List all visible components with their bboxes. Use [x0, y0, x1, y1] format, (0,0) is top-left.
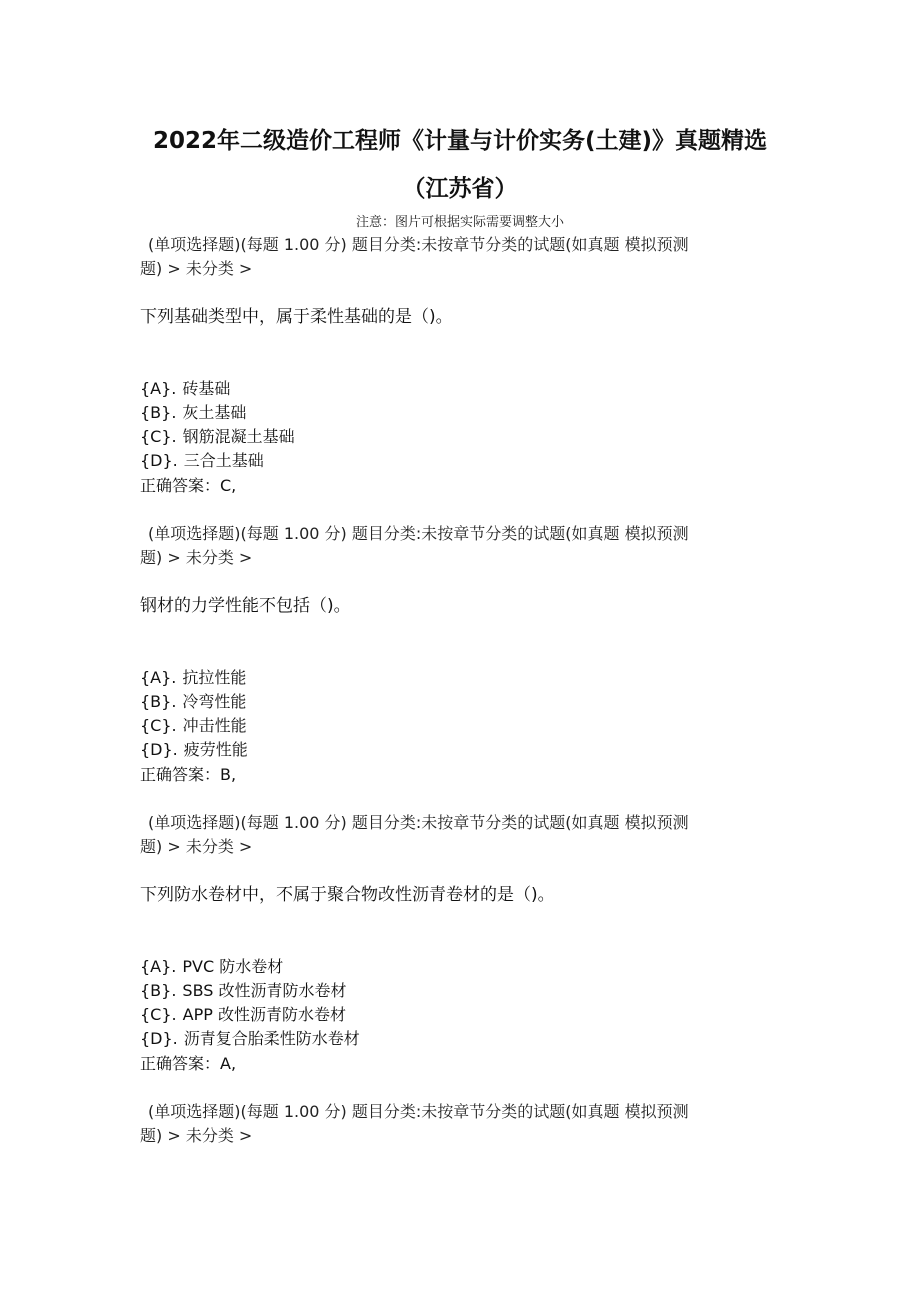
question-header-line1: (单项选择题)(每题 1.00 分) 题目分类:未按章节分类的试题(如真题 模拟预测: [148, 235, 689, 254]
correct-answer: 正确答案：A,: [140, 1054, 237, 1073]
option-text: 砖基础: [182, 379, 231, 398]
option-a: [140, 955, 283, 979]
correct-answer: 正确答案：C,: [140, 476, 237, 495]
question-header-line2: 题) > 未分类 >: [140, 548, 253, 567]
question-header: [140, 1100, 790, 1148]
option-text: 灰土基础: [182, 403, 247, 422]
option-text: 三合土基础: [183, 451, 264, 470]
option-text: SBS 改性沥青防水卷材: [182, 981, 347, 1000]
question-header-line1: (单项选择题)(每题 1.00 分) 题目分类:未按章节分类的试题(如真题 模拟预测: [148, 813, 689, 832]
option-key: {C}.: [140, 716, 177, 735]
option-key: {B}.: [140, 692, 177, 711]
option-key: {D}.: [140, 1029, 178, 1048]
question-stem: 下列防水卷材中，不属于聚合物改性沥青卷材的是（)。: [140, 885, 555, 905]
question-header-line2: 题) > 未分类 >: [140, 259, 253, 278]
option-key: {D}.: [140, 451, 178, 470]
question-header: [140, 522, 790, 570]
option-text: 抗拉性能: [182, 668, 247, 687]
option-text: 疲劳性能: [183, 740, 248, 759]
question-stem: 钢材的力学性能不包括（)。: [140, 596, 351, 616]
question-stem: 下列基础类型中，属于柔性基础的是（)。: [140, 307, 453, 327]
document-title-line1: 2022年二级造价工程师《计量与计价实务(土建)》真题精选: [152, 128, 768, 154]
option-a: [140, 666, 246, 690]
option-text: APP 改性沥青防水卷材: [182, 1005, 346, 1024]
option-c: [140, 1003, 346, 1027]
option-text: 冲击性能: [182, 716, 247, 735]
option-d: [140, 449, 264, 473]
option-key: {A}.: [140, 957, 177, 976]
image-note: 注意：图片可根据实际需要调整大小: [355, 215, 564, 230]
option-text: 钢筋混凝土基础: [182, 427, 295, 446]
option-key: {B}.: [140, 981, 177, 1000]
document-title-line2: （江苏省）: [402, 176, 518, 202]
question-header-line2: 题) > 未分类 >: [140, 1126, 253, 1145]
question-header-line2: 题) > 未分类 >: [140, 837, 253, 856]
option-b: [140, 401, 246, 425]
option-key: {A}.: [140, 379, 177, 398]
option-text: 沥青复合胎柔性防水卷材: [183, 1029, 360, 1048]
question-header-line1: (单项选择题)(每题 1.00 分) 题目分类:未按章节分类的试题(如真题 模拟预测: [148, 1102, 689, 1121]
option-a: [140, 377, 230, 401]
question-header-line1: (单项选择题)(每题 1.00 分) 题目分类:未按章节分类的试题(如真题 模拟预测: [148, 524, 689, 543]
option-key: {C}.: [140, 427, 177, 446]
question-header: [140, 811, 790, 859]
question-header: [140, 233, 790, 281]
option-key: {C}.: [140, 1005, 177, 1024]
option-key: {D}.: [140, 740, 178, 759]
option-d: [140, 1027, 360, 1051]
option-b: [140, 690, 246, 714]
option-key: {A}.: [140, 668, 177, 687]
option-c: [140, 714, 247, 738]
option-d: [140, 738, 248, 762]
option-c: [140, 425, 295, 449]
correct-answer: 正确答案：B,: [140, 765, 237, 784]
option-text: PVC 防水卷材: [182, 957, 284, 976]
option-text: 冷弯性能: [182, 692, 247, 711]
option-key: {B}.: [140, 403, 177, 422]
option-b: [140, 979, 347, 1003]
